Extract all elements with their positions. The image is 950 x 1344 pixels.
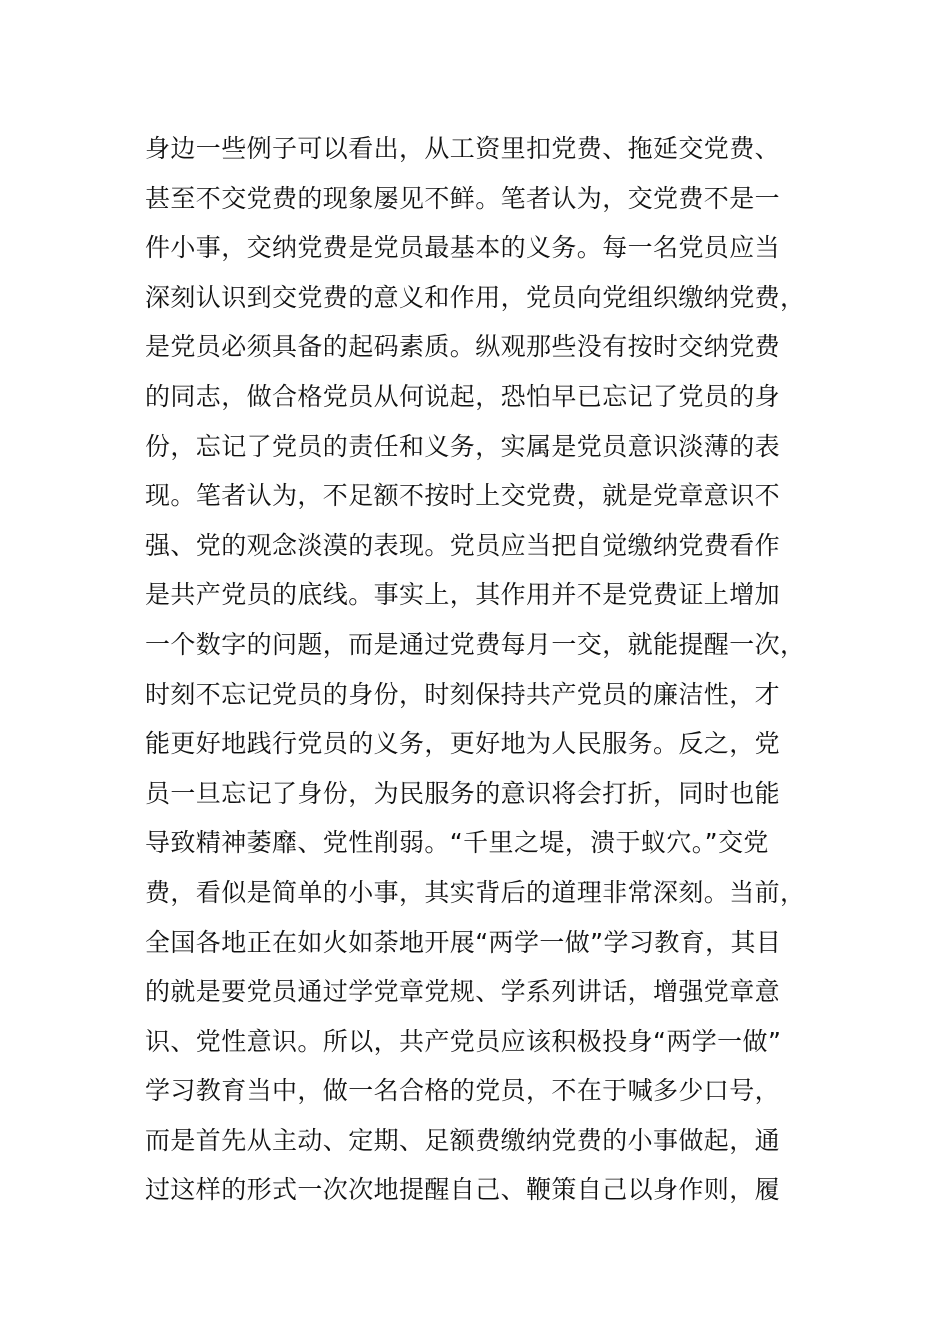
text-line: 一个数字的问题，而是通过党费每月一交，就能提醒一次， [145,629,806,659]
text-line: 身边一些例子可以看出，从工资里扣党费、拖延交党费、 [145,134,781,163]
text-line: 过这样的形式一次次地提醒自己、鞭策自己以身作则，履 [145,1175,781,1205]
text-line: 件小事，交纳党费是党员最基本的义务。每一名党员应当 [145,233,781,263]
text-line: 甚至不交党费的现象屡见不鲜。笔者认为，交党费不是一 [145,183,781,213]
text-line: 员一旦忘记了身份，为民服务的意识将会打折，同时也能 [145,778,781,808]
text-line: 识、党性意识。所以，共产党员应该积极投身“两学一做” [145,1026,782,1056]
text-line: 时刻不忘记党员的身份，时刻保持共产党员的廉洁性，才 [145,679,781,709]
text-line: 导致精神萎靡、党性削弱。“千里之堤，溃于蚁穴。”交党 [145,828,769,858]
text-line: 份，忘记了党员的责任和义务，实属是党员意识淡薄的表 [145,431,781,461]
text-line: 深刻认识到交党费的意义和作用，党员向党组织缴纳党费， [145,282,806,312]
text-line: 学习教育当中，做一名合格的党员，不在于喊多少口号， [145,1076,781,1106]
text-line: 而是首先从主动、定期、足额费缴纳党费的小事做起，通 [145,1125,781,1155]
text-line: 是共产党员的底线。事实上，其作用并不是党费证上增加 [145,580,781,610]
text-line: 的同志，做合格党员从何说起，恐怕早已忘记了党员的身 [145,381,781,411]
text-line: 的就是要党员通过学党章党规、学系列讲话，增强党章意 [145,977,781,1007]
text-line: 全国各地正在如火如荼地开展“两学一做”学习教育，其目 [145,927,782,957]
text-line: 强、党的观念淡漠的表现。党员应当把自觉缴纳党费看作 [145,530,781,560]
text-line: 能更好地践行党员的义务，更好地为人民服务。反之，党 [145,729,781,759]
text-line: 费，看似是简单的小事，其实背后的道理非常深刻。当前， [145,877,806,907]
body-text [145,124,815,1215]
text-line: 现。笔者认为，不足额不按时上交党费，就是党章意识不 [145,481,781,511]
text-line: 是党员必须具备的起码素质。纵观那些没有按时交纳党费 [145,332,781,362]
